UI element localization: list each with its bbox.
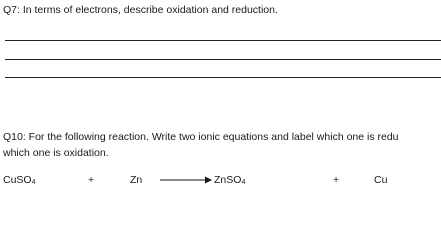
product-cu: Cu bbox=[374, 174, 388, 186]
q10-question-line-1: Q10: For the following reaction. Write two ionic equations and label which one is redu bbox=[3, 131, 399, 143]
answer-line-2 bbox=[5, 59, 441, 60]
plus-sign-2: + bbox=[333, 174, 340, 186]
reactant-zn: Zn bbox=[130, 174, 143, 186]
reaction-arrow-icon bbox=[160, 176, 212, 184]
znso4-subscript: 4 bbox=[241, 179, 246, 186]
plus-sign-1: + bbox=[88, 174, 95, 186]
answer-line-3 bbox=[5, 77, 441, 78]
answer-line-1 bbox=[5, 40, 441, 41]
product-znso4 bbox=[214, 174, 245, 186]
cuso4-subscript: 4 bbox=[31, 179, 36, 186]
reactant-cuso4 bbox=[3, 174, 36, 186]
znso4-formula: ZnSO bbox=[214, 174, 242, 186]
q10-question-line-2: which one is oxidation. bbox=[3, 147, 109, 159]
cuso4-formula: CuSO bbox=[3, 174, 32, 186]
q7-question: Q7: In terms of electrons, describe oxidation and reduction. bbox=[3, 4, 278, 16]
